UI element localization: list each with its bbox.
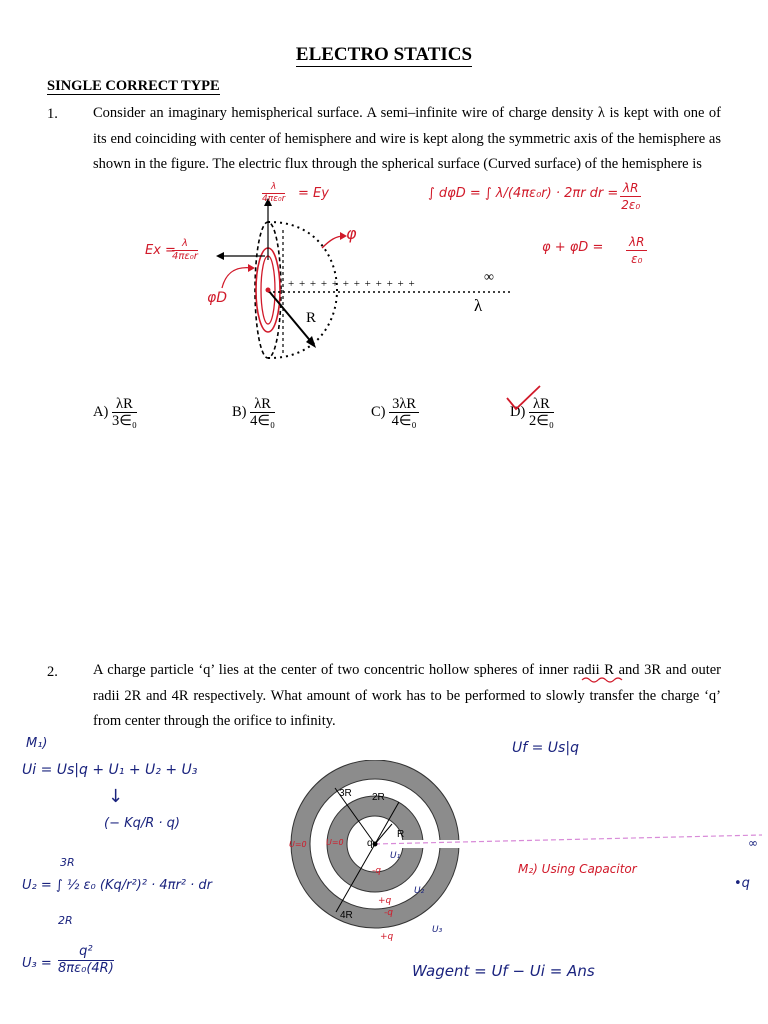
phi-label: φ: [346, 224, 357, 243]
u2-upper-limit: 3R: [60, 856, 75, 869]
charge-minus-q1: -q: [372, 866, 381, 876]
ex-label: Ex =: [145, 243, 176, 258]
radius-label: R: [306, 310, 317, 326]
u1-value: (− Kq/R · q): [104, 816, 181, 831]
flux-sum-result: $\frac{\lambda R}{\text{ε₀}}$: [626, 234, 647, 267]
flux-result: $\frac{\lambda R}{\text{2ε₀}}$: [621, 181, 641, 212]
u3-label: U₃ =: [22, 956, 52, 971]
label-u2: U₂: [414, 886, 425, 896]
label-u-inner: U=0: [326, 838, 344, 847]
concentric-spheres-figure: [284, 760, 764, 940]
initial-energy: Ui = Us|q + U₁ + U₂ + U₃: [22, 762, 198, 778]
lambda-label: λ: [474, 296, 483, 315]
question-text: Consider an imaginary hemispherical surface. A semi–infinite wire of charge density λ is kept with one of its end coinciding with center of hemisphere and wire is kept along the symmetric axis of the hemisphere as shown in the figure. The electric flux through the spherical surface (Curved surface) of the hemisphere is: [93, 105, 721, 172]
phi-d-label: φD: [207, 290, 228, 306]
label-u-left: U=0: [289, 840, 307, 849]
ex-fraction: $\frac{\lambda}{\text{4πε₀r}}$: [172, 238, 198, 262]
method-2-label: M₂) Using Capacitor: [518, 862, 637, 876]
question-number: 2.: [47, 664, 58, 680]
u2-integral: U₂ = ∫ ½ ε₀ (Kq/r²)² · 4πr² · dr: [22, 878, 213, 893]
option-c[interactable]: C) $\frac{3\lambda R}{\text{4∈₀}}$: [371, 396, 419, 429]
charge-plus-q2: +q: [380, 932, 394, 942]
answer-tick-mark: [504, 384, 544, 414]
final-energy: Uf = Us|q: [512, 740, 579, 756]
ey-fraction: $\frac{\lambda}{\text{4πε₀r}}$: [262, 182, 286, 204]
label-u1: U₁: [390, 851, 401, 861]
label-q: q: [367, 838, 373, 849]
charge-minus-q2: -q: [384, 908, 393, 918]
option-b[interactable]: B) $\frac{\lambda R}{\text{4∈₀}}$: [232, 396, 276, 429]
infinity-note: ∞: [748, 836, 758, 850]
label-4r: 4R: [340, 910, 353, 921]
option-a[interactable]: A) $\frac{\lambda R}{\text{3∈₀}}$: [93, 396, 137, 429]
arrow-down: ↓: [108, 786, 124, 807]
u3-fraction: $\frac{\text{q²}}{\text{8πε₀(4R)}}$: [58, 944, 114, 976]
question-text: A charge particle ‘q’ lies at the center of two concentric hollow spheres of inner radii R and 3R and outer radii 2R and 4R respectively. What amount of work has to be performed to slowly transfer the charge ‘q’ from center through the orifice to infinity.: [93, 662, 721, 729]
option-d[interactable]: D) $\frac{\lambda R}{\text{2∈₀}}$: [510, 396, 554, 429]
label-u3: U₃: [432, 925, 443, 935]
question-number: 1.: [47, 106, 58, 122]
charge-plus-q1: +q: [378, 896, 392, 906]
flux-sum: φ + φD =: [542, 240, 604, 255]
work-agent: Wagent = Uf − Ui = Ans: [412, 962, 595, 980]
u2-lower-limit: 2R: [58, 914, 73, 927]
page-title: ELECTRO STATICS: [295, 44, 473, 65]
method-1-label: M₁): [26, 736, 48, 751]
section-heading: SINGLE CORRECT TYPE: [47, 78, 220, 94]
flux-integral: ∫ dφD = ∫ λ/(4πε₀r) · 2πr dr =: [428, 186, 619, 201]
underline-squiggle: [580, 676, 630, 684]
infinity-label: ∞: [484, 270, 494, 285]
ey-label: = Ey: [298, 186, 329, 201]
wire-charges: + + + + + + + + + + + +: [288, 278, 416, 290]
label-r: R: [397, 829, 405, 840]
label-2r: 2R: [372, 792, 385, 803]
label-3r: 3R: [339, 788, 352, 799]
charge-at-infinity: •q: [734, 876, 750, 891]
